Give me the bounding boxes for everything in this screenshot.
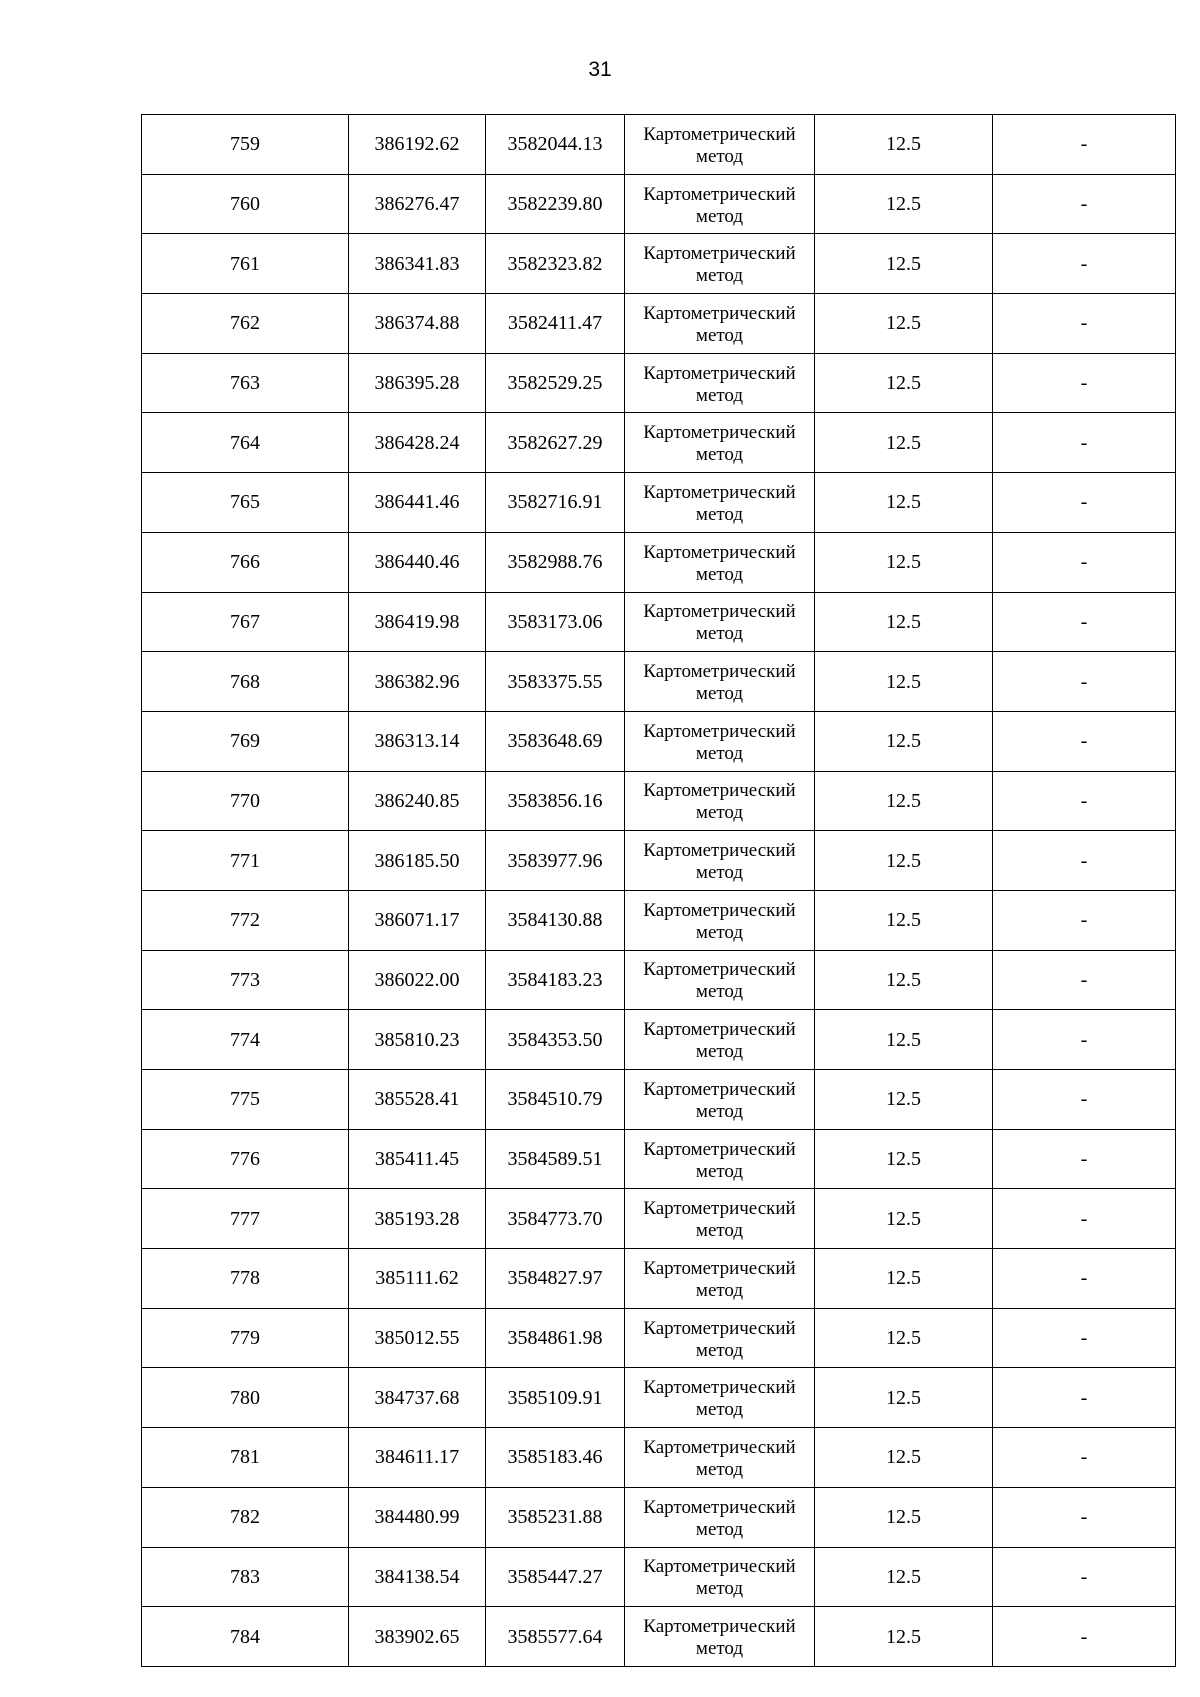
method-cell [625, 1189, 815, 1249]
x-coordinate-cell: 386240.85 [349, 771, 486, 831]
point-number-cell: 778 [142, 1249, 349, 1309]
point-number-cell: 773 [142, 950, 349, 1010]
method-cell [625, 1547, 815, 1607]
point-number-cell: 764 [142, 413, 349, 473]
method-line-2: метод [695, 1518, 744, 1540]
method-line-2: метод [695, 802, 744, 824]
note-cell: - [993, 1487, 1176, 1547]
x-coordinate-cell: 386313.14 [349, 711, 486, 771]
x-coordinate-cell: 384480.99 [349, 1487, 486, 1547]
point-number-cell: 771 [142, 831, 349, 891]
note-cell: - [993, 532, 1176, 592]
method-line-1: Картометрический [643, 541, 796, 563]
y-coordinate-cell: 3585183.46 [486, 1428, 625, 1488]
note-cell: - [993, 1547, 1176, 1607]
table-row [142, 1189, 1176, 1249]
point-number-cell: 770 [142, 771, 349, 831]
method-line-1: Картометрический [643, 1198, 796, 1220]
point-number-cell: 761 [142, 234, 349, 294]
method-line-1: Картометрический [643, 720, 796, 742]
accuracy-cell: 12.5 [815, 115, 993, 175]
x-coordinate-cell: 385012.55 [349, 1308, 486, 1368]
y-coordinate-cell: 3585577.64 [486, 1607, 625, 1667]
note-cell: - [993, 473, 1176, 533]
y-coordinate-cell: 3584589.51 [486, 1129, 625, 1189]
point-number-cell: 774 [142, 1010, 349, 1070]
method-line-2: метод [695, 563, 744, 585]
page-number: 31 [588, 58, 612, 81]
method-cell [625, 1428, 815, 1488]
accuracy-cell: 12.5 [815, 1547, 993, 1607]
method-line-2: метод [695, 1638, 744, 1660]
method-cell [625, 413, 815, 473]
note-cell: - [993, 1010, 1176, 1070]
table-row [142, 115, 1176, 175]
y-coordinate-cell: 3582044.13 [486, 115, 625, 175]
accuracy-cell: 12.5 [815, 1010, 993, 1070]
method-cell [625, 890, 815, 950]
y-coordinate-cell: 3584773.70 [486, 1189, 625, 1249]
method-line-2: метод [695, 1399, 744, 1421]
method-line-2: метод [695, 921, 744, 943]
method-line-1: Картометрический [643, 1078, 796, 1100]
accuracy-cell: 12.5 [815, 1189, 993, 1249]
x-coordinate-cell: 386341.83 [349, 234, 486, 294]
note-cell: - [993, 1249, 1176, 1309]
accuracy-cell: 12.5 [815, 711, 993, 771]
method-cell [625, 1249, 815, 1309]
note-cell: - [993, 1189, 1176, 1249]
x-coordinate-cell: 384737.68 [349, 1368, 486, 1428]
y-coordinate-cell: 3583173.06 [486, 592, 625, 652]
method-line-1: Картометрический [643, 1616, 796, 1638]
x-coordinate-cell: 385111.62 [349, 1249, 486, 1309]
point-number-cell: 781 [142, 1428, 349, 1488]
note-cell: - [993, 1129, 1176, 1189]
x-coordinate-cell: 386441.46 [349, 473, 486, 533]
note-cell: - [993, 174, 1176, 234]
method-cell [625, 234, 815, 294]
note-cell: - [993, 413, 1176, 473]
y-coordinate-cell: 3583977.96 [486, 831, 625, 891]
x-coordinate-cell: 386440.46 [349, 532, 486, 592]
table-row [142, 1428, 1176, 1488]
method-line-1: Картометрический [643, 1019, 796, 1041]
method-line-2: метод [695, 683, 744, 705]
method-cell [625, 1368, 815, 1428]
method-line-1: Картометрический [643, 183, 796, 205]
table-row [142, 1308, 1176, 1368]
point-number-cell: 782 [142, 1487, 349, 1547]
note-cell: - [993, 592, 1176, 652]
accuracy-cell: 12.5 [815, 1308, 993, 1368]
y-coordinate-cell: 3583856.16 [486, 771, 625, 831]
accuracy-cell: 12.5 [815, 234, 993, 294]
y-coordinate-cell: 3584353.50 [486, 1010, 625, 1070]
accuracy-cell: 12.5 [815, 1249, 993, 1309]
accuracy-cell: 12.5 [815, 950, 993, 1010]
method-cell [625, 652, 815, 712]
table-row [142, 890, 1176, 950]
note-cell: - [993, 771, 1176, 831]
x-coordinate-cell: 386382.96 [349, 652, 486, 712]
accuracy-cell: 12.5 [815, 1368, 993, 1428]
point-number-cell: 768 [142, 652, 349, 712]
table-row [142, 473, 1176, 533]
note-cell: - [993, 652, 1176, 712]
table-row [142, 1249, 1176, 1309]
method-cell [625, 1010, 815, 1070]
method-line-1: Картометрический [643, 1556, 796, 1578]
method-line-2: метод [695, 981, 744, 1003]
x-coordinate-cell: 386185.50 [349, 831, 486, 891]
y-coordinate-cell: 3585447.27 [486, 1547, 625, 1607]
method-line-2: метод [695, 1578, 744, 1600]
y-coordinate-cell: 3584861.98 [486, 1308, 625, 1368]
note-cell: - [993, 1428, 1176, 1488]
y-coordinate-cell: 3582627.29 [486, 413, 625, 473]
method-cell [625, 1308, 815, 1368]
x-coordinate-cell: 386395.28 [349, 353, 486, 413]
table-row [142, 831, 1176, 891]
y-coordinate-cell: 3582411.47 [486, 294, 625, 354]
point-number-cell: 783 [142, 1547, 349, 1607]
method-cell [625, 353, 815, 413]
accuracy-cell: 12.5 [815, 1487, 993, 1547]
accuracy-cell: 12.5 [815, 652, 993, 712]
method-line-1: Картометрический [643, 899, 796, 921]
accuracy-cell: 12.5 [815, 1129, 993, 1189]
table-row [142, 1129, 1176, 1189]
accuracy-cell: 12.5 [815, 771, 993, 831]
table-row [142, 532, 1176, 592]
method-cell [625, 1487, 815, 1547]
x-coordinate-cell: 385810.23 [349, 1010, 486, 1070]
coordinates-table [141, 114, 1176, 1667]
accuracy-cell: 12.5 [815, 1070, 993, 1130]
point-number-cell: 767 [142, 592, 349, 652]
note-cell: - [993, 1308, 1176, 1368]
y-coordinate-cell: 3583648.69 [486, 711, 625, 771]
accuracy-cell: 12.5 [815, 413, 993, 473]
method-cell [625, 473, 815, 533]
method-line-2: метод [695, 145, 744, 167]
method-line-1: Картометрический [643, 1317, 796, 1339]
method-line-2: метод [695, 205, 744, 227]
method-line-2: метод [695, 1339, 744, 1361]
note-cell: - [993, 711, 1176, 771]
table-body [142, 115, 1176, 1667]
accuracy-cell: 12.5 [815, 890, 993, 950]
method-line-1: Картометрический [643, 1436, 796, 1458]
accuracy-cell: 12.5 [815, 1607, 993, 1667]
table-row [142, 1607, 1176, 1667]
method-line-1: Картометрический [643, 243, 796, 265]
y-coordinate-cell: 3584827.97 [486, 1249, 625, 1309]
point-number-cell: 779 [142, 1308, 349, 1368]
table-row [142, 353, 1176, 413]
y-coordinate-cell: 3584510.79 [486, 1070, 625, 1130]
method-cell [625, 1129, 815, 1189]
method-line-2: метод [695, 1220, 744, 1242]
method-line-2: метод [695, 384, 744, 406]
accuracy-cell: 12.5 [815, 294, 993, 354]
method-line-2: метод [695, 623, 744, 645]
point-number-cell: 777 [142, 1189, 349, 1249]
method-line-1: Картометрический [643, 481, 796, 503]
method-line-1: Картометрический [643, 1496, 796, 1518]
method-line-2: метод [695, 862, 744, 884]
point-number-cell: 775 [142, 1070, 349, 1130]
method-line-2: метод [695, 1100, 744, 1122]
method-line-1: Картометрический [643, 1257, 796, 1279]
point-number-cell: 780 [142, 1368, 349, 1428]
method-line-2: метод [695, 503, 744, 525]
method-line-2: метод [695, 1279, 744, 1301]
x-coordinate-cell: 386192.62 [349, 115, 486, 175]
y-coordinate-cell: 3585231.88 [486, 1487, 625, 1547]
method-cell [625, 174, 815, 234]
table-row [142, 413, 1176, 473]
accuracy-cell: 12.5 [815, 1428, 993, 1488]
note-cell: - [993, 1607, 1176, 1667]
method-line-1: Картометрический [643, 840, 796, 862]
method-line-1: Картометрический [643, 601, 796, 623]
table-row [142, 592, 1176, 652]
method-cell [625, 115, 815, 175]
table-row [142, 1547, 1176, 1607]
note-cell: - [993, 831, 1176, 891]
note-cell: - [993, 353, 1176, 413]
y-coordinate-cell: 3584183.23 [486, 950, 625, 1010]
table-row [142, 950, 1176, 1010]
point-number-cell: 772 [142, 890, 349, 950]
note-cell: - [993, 294, 1176, 354]
point-number-cell: 776 [142, 1129, 349, 1189]
method-line-2: метод [695, 1458, 744, 1480]
x-coordinate-cell: 384138.54 [349, 1547, 486, 1607]
method-line-2: метод [695, 1160, 744, 1182]
y-coordinate-cell: 3584130.88 [486, 890, 625, 950]
x-coordinate-cell: 386022.00 [349, 950, 486, 1010]
x-coordinate-cell: 386419.98 [349, 592, 486, 652]
accuracy-cell: 12.5 [815, 174, 993, 234]
method-cell [625, 1070, 815, 1130]
note-cell: - [993, 234, 1176, 294]
table-row [142, 174, 1176, 234]
method-cell [625, 711, 815, 771]
method-cell [625, 950, 815, 1010]
method-line-1: Картометрический [643, 1377, 796, 1399]
accuracy-cell: 12.5 [815, 473, 993, 533]
x-coordinate-cell: 384611.17 [349, 1428, 486, 1488]
x-coordinate-cell: 385528.41 [349, 1070, 486, 1130]
y-coordinate-cell: 3582529.25 [486, 353, 625, 413]
y-coordinate-cell: 3582988.76 [486, 532, 625, 592]
note-cell: - [993, 1368, 1176, 1428]
note-cell: - [993, 115, 1176, 175]
method-line-2: метод [695, 444, 744, 466]
point-number-cell: 760 [142, 174, 349, 234]
method-line-1: Картометрический [643, 362, 796, 384]
table-row [142, 711, 1176, 771]
method-line-1: Картометрический [643, 302, 796, 324]
x-coordinate-cell: 385411.45 [349, 1129, 486, 1189]
table-row [142, 771, 1176, 831]
y-coordinate-cell: 3582239.80 [486, 174, 625, 234]
x-coordinate-cell: 386071.17 [349, 890, 486, 950]
method-cell [625, 294, 815, 354]
method-line-2: метод [695, 265, 744, 287]
x-coordinate-cell: 386276.47 [349, 174, 486, 234]
point-number-cell: 784 [142, 1607, 349, 1667]
point-number-cell: 763 [142, 353, 349, 413]
method-line-1: Картометрический [643, 959, 796, 981]
x-coordinate-cell: 386374.88 [349, 294, 486, 354]
method-line-1: Картометрический [643, 1138, 796, 1160]
accuracy-cell: 12.5 [815, 592, 993, 652]
y-coordinate-cell: 3583375.55 [486, 652, 625, 712]
table-row [142, 1070, 1176, 1130]
table-row [142, 1368, 1176, 1428]
point-number-cell: 766 [142, 532, 349, 592]
accuracy-cell: 12.5 [815, 353, 993, 413]
point-number-cell: 769 [142, 711, 349, 771]
table-row [142, 294, 1176, 354]
point-number-cell: 762 [142, 294, 349, 354]
x-coordinate-cell: 383902.65 [349, 1607, 486, 1667]
table-row [142, 234, 1176, 294]
point-number-cell: 765 [142, 473, 349, 533]
accuracy-cell: 12.5 [815, 532, 993, 592]
note-cell: - [993, 890, 1176, 950]
accuracy-cell: 12.5 [815, 831, 993, 891]
y-coordinate-cell: 3582716.91 [486, 473, 625, 533]
method-cell [625, 831, 815, 891]
method-line-1: Картометрический [643, 422, 796, 444]
y-coordinate-cell: 3585109.91 [486, 1368, 625, 1428]
x-coordinate-cell: 385193.28 [349, 1189, 486, 1249]
method-cell [625, 532, 815, 592]
x-coordinate-cell: 386428.24 [349, 413, 486, 473]
method-line-1: Картометрический [643, 661, 796, 683]
method-line-1: Картометрический [643, 780, 796, 802]
method-line-2: метод [695, 324, 744, 346]
method-cell [625, 1607, 815, 1667]
method-line-1: Картометрический [643, 123, 796, 145]
method-line-2: метод [695, 742, 744, 764]
point-number-cell: 759 [142, 115, 349, 175]
table-row [142, 1010, 1176, 1070]
method-cell [625, 592, 815, 652]
table-row [142, 1487, 1176, 1547]
table-row [142, 652, 1176, 712]
method-line-2: метод [695, 1041, 744, 1063]
note-cell: - [993, 950, 1176, 1010]
y-coordinate-cell: 3582323.82 [486, 234, 625, 294]
note-cell: - [993, 1070, 1176, 1130]
method-cell [625, 771, 815, 831]
